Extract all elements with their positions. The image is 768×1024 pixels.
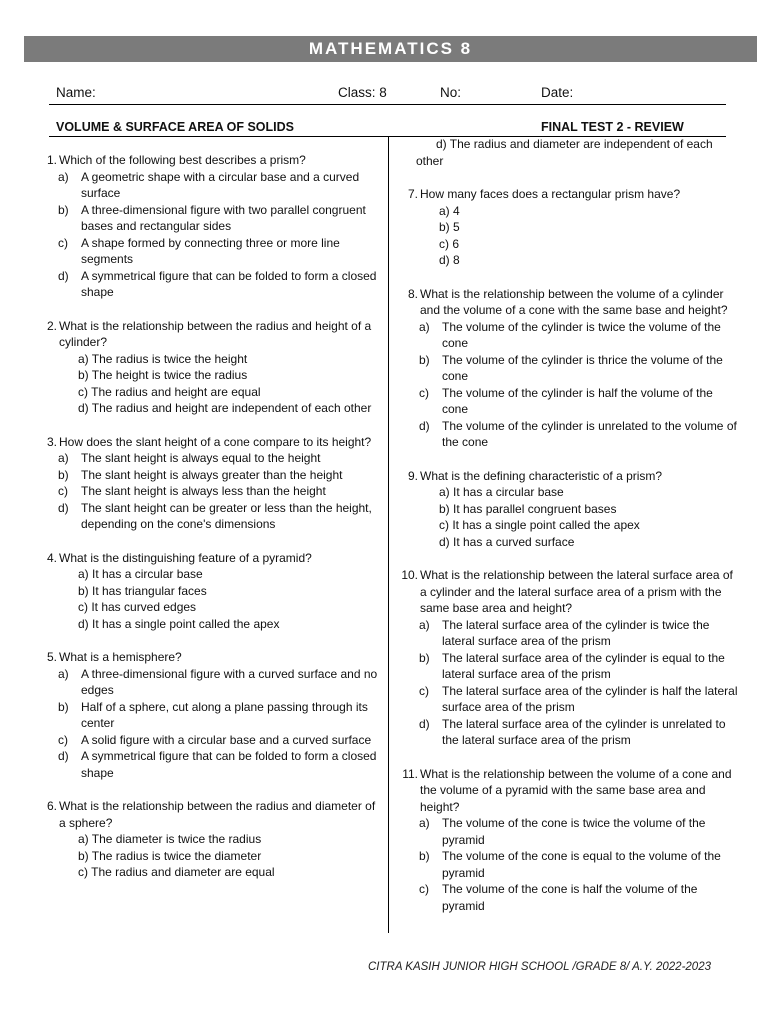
option-b: b) A three-dimensional figure with two parallel congruent bases and rectangular sides [58,202,366,233]
question-text: What is the relationship between the lateral surface area of a cylinder and the lateral surface area of a prism with the same base area and height? [420,568,733,615]
test-heading: FINAL TEST 2 - REVIEW [541,120,684,134]
right-column [389,136,741,931]
option-c: c) It has curved edges [78,600,197,614]
question-number: 6. [46,799,57,813]
option-c: c) The lateral surface area of the cylinder is half the lateral surface area of the prism [419,683,738,714]
question-text: What is the defining characteristic of a prism? [420,468,663,483]
school-footer: CITRA KASIH JUNIOR HIGH SCHOOL /GRADE 8/ A.Y. 2022-2023 [368,961,711,973]
option-d: d) 8 [439,253,460,267]
option-d: d) The radius and diameter are independent of each other [416,137,713,168]
option-a: a) 4 [439,203,460,218]
name-label: Name: [56,85,96,100]
option-b: b) The lateral surface area of the cylinder is equal to the lateral surface area of the prism [419,650,725,681]
question-number: 10. [401,568,418,582]
option-b: b) 5 [439,220,460,234]
question-text: What is the relationship between the radius and height of a cylinder? [59,318,372,349]
option-b: b) Half of a sphere, cut along a plane passing through its center [58,699,368,730]
option-a: a) A three-dimensional figure with a curved surface and no edges [58,666,378,697]
question-text: How does the slant height of a cone compare to its height? [59,434,372,449]
option-b: b) The volume of the cylinder is thrice the volume of the cone [419,352,723,383]
question-6 [28,798,380,881]
option-a: a) The slant height is always equal to the height [58,451,321,465]
option-b: b) It has parallel congruent bases [439,501,617,516]
option-a: a) The volume of the cylinder is twice the volume of the cone [419,319,721,350]
option-a: a) The diameter is twice the radius [78,832,262,846]
option-c: c) A solid figure with a circular base and a curved surface [58,732,372,747]
option-c: c) The radius and diameter are equal [78,865,275,879]
question-number: 4. [46,550,57,565]
date-label: Date: [541,85,574,100]
option-d: d) A symmetrical figure that can be folded to form a closed shape [58,268,377,299]
option-b: b) The volume of the cone is equal to the volume of the pyramid [419,849,721,880]
question-text: Which of the following best describes a prism? [59,153,306,167]
question-3 [28,434,380,533]
option-d: d) It has a curved surface [439,534,575,549]
option-a: a) It has a circular base [78,567,203,581]
header-rule [49,104,726,105]
question-number: 5. [46,650,57,664]
question-text: What is a hemisphere? [59,650,182,664]
option-c: c) A shape formed by connecting three or more line segments [58,235,340,266]
question-number: 1. [46,153,57,167]
question-9 [389,468,741,551]
option-c: c) The slant height is always less than the height [58,484,326,498]
topic-heading: VOLUME & SURFACE AREA OF SOLIDS [56,120,294,134]
question-number: 2. [46,318,57,333]
option-c: c) The volume of the cone is half the volume of the pyramid [419,882,698,913]
question-8 [389,286,741,451]
option-b: b) The radius is twice the diameter [78,848,262,863]
option-b: b) It has triangular faces [78,583,207,598]
question-number: 11. [402,766,418,781]
option-a: a) The lateral surface area of the cylinder is twice the lateral surface area of the prism [419,617,710,648]
question-text: What is the distinguishing feature of a pyramid? [59,550,312,565]
option-a: a) The radius is twice the height [78,351,248,366]
question-10 [389,567,741,749]
option-d: d) The lateral surface area of the cylinder is unrelated to the lateral surface area of the prism [419,716,726,747]
option-b: b) The height is twice the radius [78,368,248,382]
option-d: d) A symmetrical figure that can be folded to form a closed shape [58,749,377,780]
question-number: 7. [407,187,418,201]
option-d: d) The volume of the cylinder is unrelated to the volume of the cone [419,418,737,449]
class-label: Class: 8 [338,85,387,100]
question-text: What is the relationship between the volume of a cone and the volume of a pyramid with the same base area and height? [420,766,732,814]
left-column [28,152,380,898]
question-7 [389,186,741,269]
question-11 [389,766,741,915]
question-number: 9. [407,468,418,483]
question-4 [28,550,380,633]
question-5 [28,649,380,781]
option-b: b) The slant height is always greater than the height [58,467,343,482]
question-text: How many faces does a rectangular prism have? [420,187,681,201]
question-1 [28,152,380,301]
page-title-banner: MATHEMATICS 8 [24,36,757,62]
option-a: a) A geometric shape with a circular base and a curved surface [58,169,360,200]
option-c: c) 6 [439,236,460,251]
question-6-continued [389,136,741,169]
option-d: d) The slant height can be greater or less than the height, depending on the cone's dimensions [58,500,372,531]
option-a: a) The volume of the cone is twice the volume of the pyramid [419,816,706,847]
question-text: What is the relationship between the radius and diameter of a sphere? [59,799,376,830]
number-label: No: [440,85,462,100]
option-a: a) It has a circular base [439,485,564,499]
option-d: d) The radius and height are independent of each other [78,401,372,415]
option-d: d) It has a single point called the apex [78,616,280,631]
question-2 [28,318,380,417]
question-number: 3. [46,434,57,449]
option-c: c) The radius and height are equal [78,384,261,399]
question-text: What is the relationship between the volume of a cylinder and the volume of a cone with the same base and height? [420,286,728,317]
question-number: 8. [407,286,418,301]
option-c: c) It has a single point called the apex [439,518,640,532]
option-c: c) The volume of the cylinder is half the volume of the cone [419,385,713,416]
